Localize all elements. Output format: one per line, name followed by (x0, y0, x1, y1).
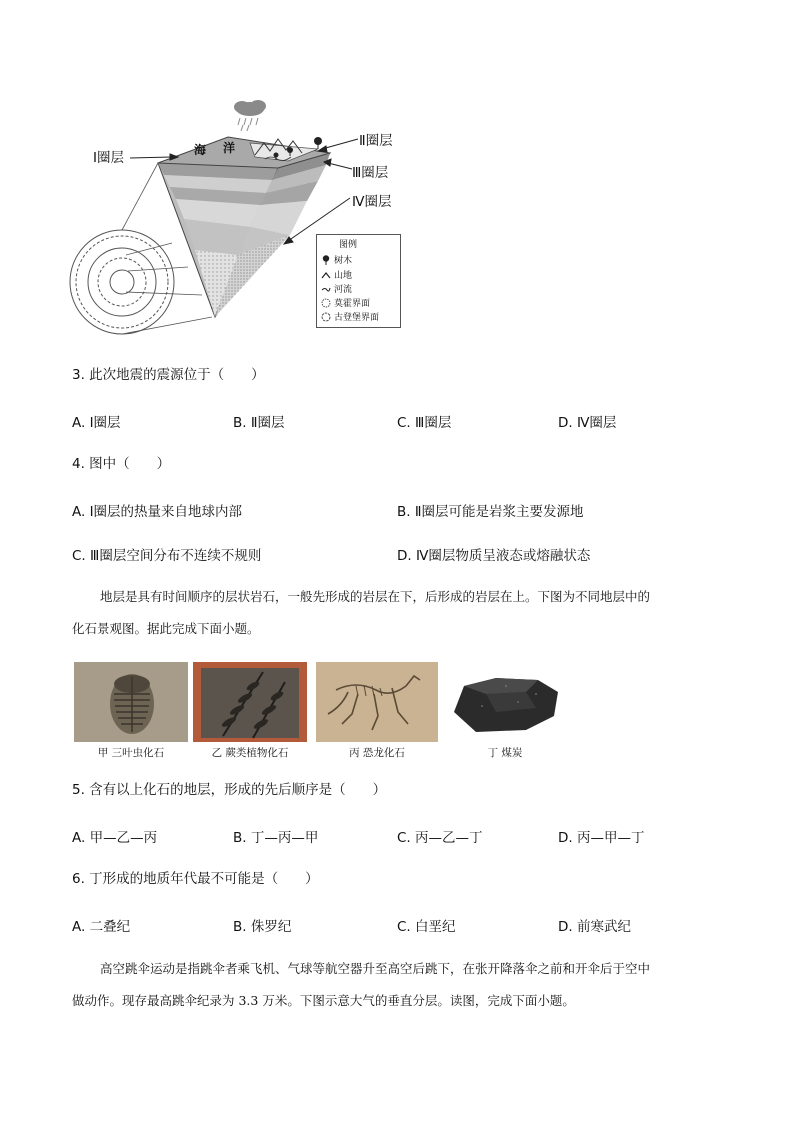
legend-item-river (321, 282, 352, 295)
legend-title: 图例 (339, 240, 358, 250)
q4-option-a[interactable]: A. Ⅰ圈层的热量来自地球内部 (72, 504, 243, 520)
legend-item-gutenberg (321, 310, 379, 323)
q4-option-b[interactable]: B. Ⅱ圈层可能是岩浆主要发源地 (397, 504, 584, 520)
trilobite-fossil-photo (74, 662, 188, 742)
figure-legend (316, 234, 401, 328)
passage1-line1: 地层是具有时间顺序的层状岩石，一般先形成的岩层在下，后形成的岩层在上。下图为不同地层中的 (100, 589, 651, 604)
q3-option-d[interactable]: D. Ⅳ圈层 (558, 415, 617, 431)
cross-section-circle (70, 230, 174, 334)
layer4-label: Ⅳ圈层 (352, 194, 392, 210)
passage2-line1: 高空跳伞运动是指跳伞者乘飞机、气球等航空器升至高空后跳下，在张开降落伞之前和开伞后于空中 (100, 961, 651, 976)
layer1-label: Ⅰ圈层 (93, 150, 124, 166)
river-icon (321, 284, 331, 294)
legend-label: 古登堡界面 (334, 313, 380, 323)
legend-item-moho (321, 296, 370, 309)
layer3-label: Ⅲ圈层 (352, 165, 389, 181)
fossil-caption-ding: 丁 煤炭 (487, 747, 523, 759)
rain-cloud-icon (234, 100, 266, 131)
q6-option-b[interactable]: B. 侏罗纪 (233, 919, 292, 935)
gutenberg-dashed-circle-icon (321, 312, 331, 322)
layer2-label: Ⅱ圈层 (359, 133, 393, 149)
fossil-caption-bing: 丙 恐龙化石 (349, 747, 405, 759)
q5-option-d[interactable]: D. 丙—甲—丁 (558, 830, 645, 846)
q3-option-b[interactable]: B. Ⅱ圈层 (233, 415, 285, 431)
q6-stem: 6. 丁形成的地质年代最不可能是（ ） (72, 871, 319, 887)
ocean-label-right: 洋 (223, 141, 236, 155)
dinosaur-fossil-photo (316, 662, 438, 742)
q5-option-b[interactable]: B. 丁—丙—甲 (233, 830, 319, 846)
q3-stem: 3. 此次地震的震源位于（ ） (72, 367, 265, 383)
fossil-caption-jia: 甲 三叶虫化石 (97, 747, 165, 759)
fern-fossil-photo (193, 662, 307, 742)
legend-item-tree (321, 253, 352, 266)
q6-option-c[interactable]: C. 白垩纪 (397, 919, 456, 935)
moho-dashed-circle-icon (321, 298, 331, 308)
q3-option-c[interactable]: C. Ⅲ圈层 (397, 415, 452, 431)
tree-icon (321, 255, 331, 265)
mountain-icon (321, 270, 331, 280)
passage2-line2: 做动作。现存最高跳伞纪录为 3.3 万米。下图示意大气的垂直分层。读图，完成下面小题。 (72, 993, 575, 1008)
coal-photo (446, 672, 564, 738)
q6-option-d[interactable]: D. 前寒武纪 (558, 919, 631, 935)
q5-stem: 5. 含有以上化石的地层，形成的先后顺序是（ ） (72, 782, 387, 798)
legend-label: 树木 (334, 256, 353, 266)
q3-option-a[interactable]: A. Ⅰ圈层 (72, 415, 121, 431)
legend-label: 河流 (334, 285, 353, 295)
q6-option-a[interactable]: A. 二叠纪 (72, 919, 131, 935)
q4-option-c[interactable]: C. Ⅲ圈层空间分布不连续不规则 (72, 548, 262, 564)
passage1-line2: 化石景观图。据此完成下面小题。 (72, 621, 260, 636)
q4-option-d[interactable]: D. Ⅳ圈层物质呈液态或熔融状态 (397, 548, 591, 564)
q5-option-c[interactable]: C. 丙—乙—丁 (397, 830, 483, 846)
fossil-caption-yi: 乙 蕨类植物化石 (211, 747, 289, 759)
ocean-label-left: 海 (194, 143, 207, 157)
legend-label: 莫霍界面 (334, 299, 371, 309)
legend-item-mountain (321, 268, 352, 281)
legend-label: 山地 (334, 271, 353, 281)
q5-option-a[interactable]: A. 甲—乙—丙 (72, 830, 158, 846)
q4-stem: 4. 图中（ ） (72, 456, 171, 472)
